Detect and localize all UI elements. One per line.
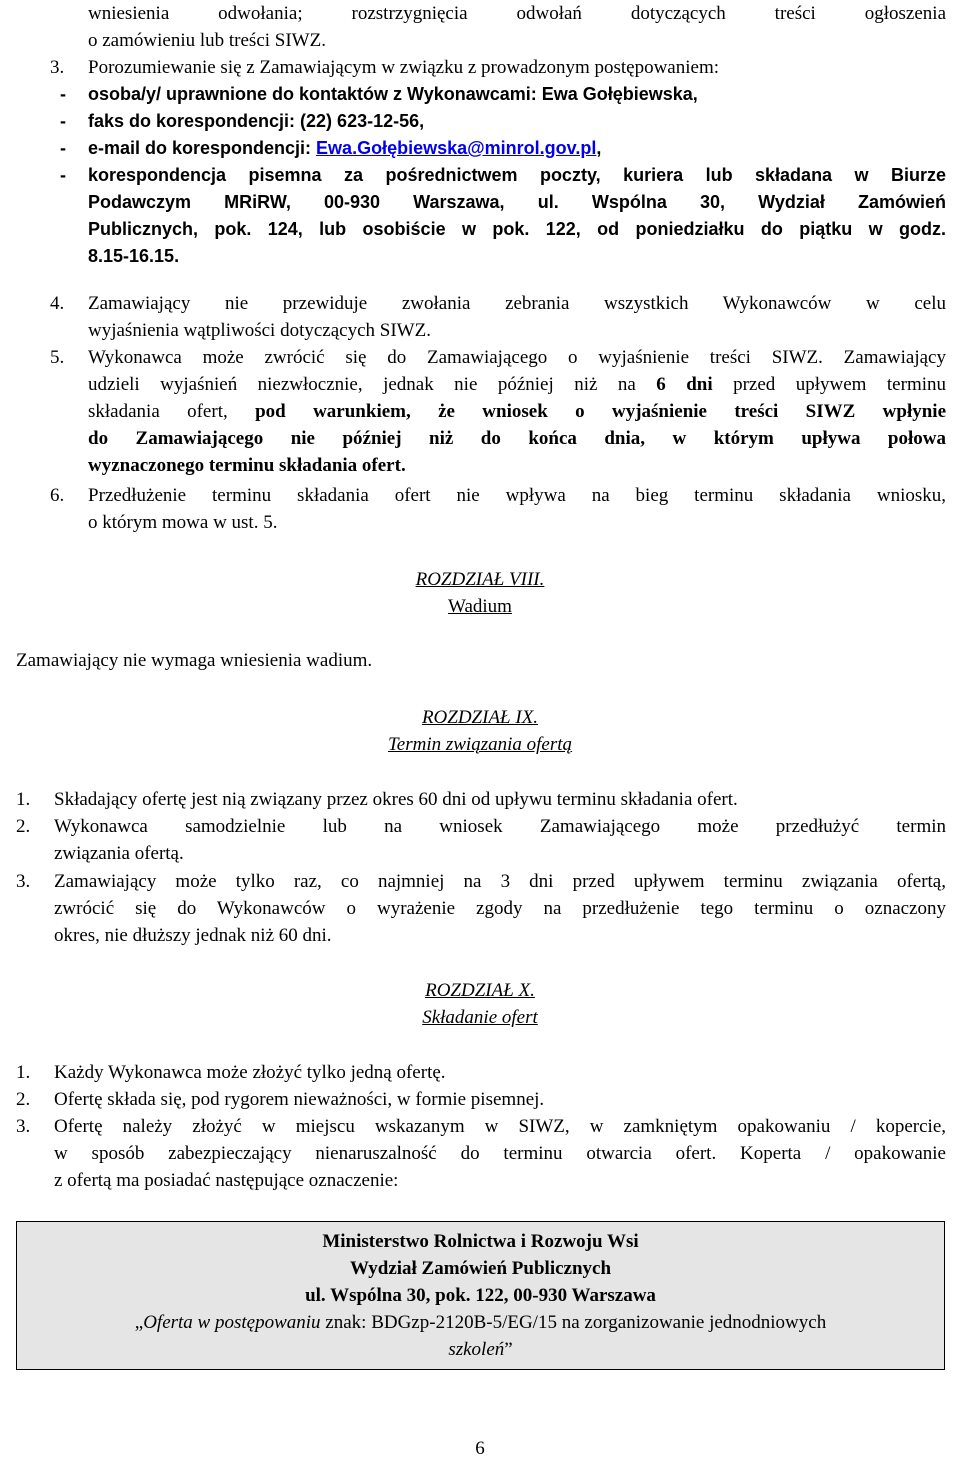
- page-number: 6: [475, 1438, 485, 1459]
- item-3: [50, 54, 946, 81]
- text-line: wniesienia odwołania; rozstrzygnięcia odwołań dotyczących treści ogłoszenia: [88, 3, 946, 24]
- item-number: 6.: [50, 485, 65, 506]
- chapter-10-title: Składanie ofert: [422, 1007, 538, 1028]
- text-line: do Zamawiającego nie później niż do końca dnia, w którym upływa połowa: [88, 428, 946, 449]
- chapter-10-item-2: 2. Ofertę składa się, pod rygorem nieważności, w formie pisemnej.: [16, 1089, 545, 1110]
- chapter-10-item-1: 1. Każdy Wykonawca może złożyć tylko jedną ofertę.: [16, 1062, 446, 1083]
- chapter-8-title: Wadium: [448, 596, 512, 617]
- list-item: - e-mail do korespondencji: Ewa.Gołębiewska@minrol.gov.pl,: [88, 135, 946, 162]
- item-5: [50, 344, 946, 479]
- chapter-10-heading: ROZDZIAŁ X.: [425, 980, 535, 1001]
- text-line: udzieli wyjaśnień niezwłocznie, jednak nie później niż na 6 dni przed upływem terminu: [88, 374, 946, 395]
- chapter-9-item-1: 1. Składający ofertę jest nią związany przez okres 60 dni od upływu terminu składania ofert.: [16, 789, 738, 810]
- item-4: [50, 290, 946, 344]
- text-line: Podawczym MRiRW, 00-930 Warszawa, ul. Wspólna 30, Wydział Zamówień: [88, 192, 946, 212]
- box-line: „Oferta w postępowaniu znak: BDGzp-2120B-5/EG/15 na zorganizowanie jednodniowych: [134, 1312, 827, 1333]
- dash-bullet: -: [60, 138, 66, 158]
- box-line: Wydział Zamówień Publicznych: [349, 1258, 612, 1279]
- item-6: [50, 482, 946, 536]
- text-line: Porozumiewanie się z Zamawiającym w związku z prowadzonym postępowaniem:: [88, 57, 720, 78]
- list-item: - faks do korespondencji: (22) 623-12-56,: [88, 108, 946, 135]
- text-line: składania ofert, pod warunkiem, że wniosek o wyjaśnienie treści SIWZ wpłynie: [88, 401, 946, 422]
- list-item: - osoba/y/ uprawnione do kontaktów z Wykonawcami: Ewa Gołębiewska,: [88, 81, 946, 108]
- email-link[interactable]: Ewa.Gołębiewska@minrol.gov.pl: [316, 138, 597, 158]
- chapter-8-text: Zamawiający nie wymaga wniesienia wadium.: [16, 650, 373, 671]
- box-line: Ministerstwo Rolnictwa i Rozwoju Wsi: [322, 1231, 639, 1252]
- list-item: - korespondencja pisemna za pośrednictwem poczty, kuriera lub składana w Biurze: [88, 162, 946, 189]
- dash-bullet: -: [60, 165, 66, 185]
- item-number: 3.: [50, 57, 65, 78]
- text-line: wyznaczonego terminu składania ofert.: [88, 455, 406, 476]
- text-line: o którym mowa w ust. 5.: [88, 512, 278, 533]
- chapter-9-item-3: 3. Zamawiający może tylko raz, co najmniej na 3 dni przed upływem terminu związania ofertą, zwrócić się do Wykonawców o wyrażenie zgody na przedłużenie tego terminu o oznaczony okres, nie dłuższy jednak niż 60 dni.: [16, 871, 946, 946]
- item-number: 5.: [50, 347, 65, 368]
- dash-bullet: -: [60, 111, 66, 131]
- text-line: o zamówieniu lub treści SIWZ.: [88, 30, 326, 51]
- text-line: Wykonawca może zwrócić się do Zamawiającego o wyjaśnienie treści SIWZ. Zamawiający: [88, 347, 946, 368]
- text-line: 8.15-16.15.: [88, 246, 180, 266]
- envelope-label-box: [16, 1221, 945, 1370]
- text-line: wyjaśnienia wątpliwości dotyczących SIWZ.: [88, 320, 431, 341]
- text-line: Zamawiający nie przewiduje zwołania zebrania wszystkich Wykonawców w celu: [88, 293, 946, 314]
- chapter-9-item-2: 2. Wykonawca samodzielnie lub na wniosek Zamawiającego może przedłużyć termin związania ofertą.: [16, 816, 946, 864]
- box-line: szkoleń”: [448, 1339, 513, 1360]
- dash-bullet: -: [60, 84, 66, 104]
- chapter-8-heading: ROZDZIAŁ VIII.: [415, 569, 545, 590]
- contact-list: [60, 81, 946, 270]
- chapter-9-title: Termin związania ofertą: [387, 734, 573, 755]
- text-line: Publicznych, pok. 124, lub osobiście w pok. 122, od poniedziałku do piątku w godz.: [88, 219, 946, 239]
- chapter-10-item-3: 3. Ofertę należy złożyć w miejscu wskazanym w SIWZ, w zamkniętym opakowaniu / kopercie, w sposób zabezpieczający nienaruszalność do terminu otwarcia ofert. Koperta / opakowanie z ofertą ma posiadać następujące oznaczenie:: [16, 1116, 946, 1191]
- box-line: ul. Wspólna 30, pok. 122, 00-930 Warszawa: [305, 1285, 656, 1306]
- chapter-9-heading: ROZDZIAŁ IX.: [421, 707, 539, 728]
- item-2-continuation: [88, 0, 946, 54]
- item-number: 4.: [50, 293, 65, 314]
- text-line: Przedłużenie terminu składania ofert nie wpływa na bieg terminu składania wniosku,: [88, 485, 946, 506]
